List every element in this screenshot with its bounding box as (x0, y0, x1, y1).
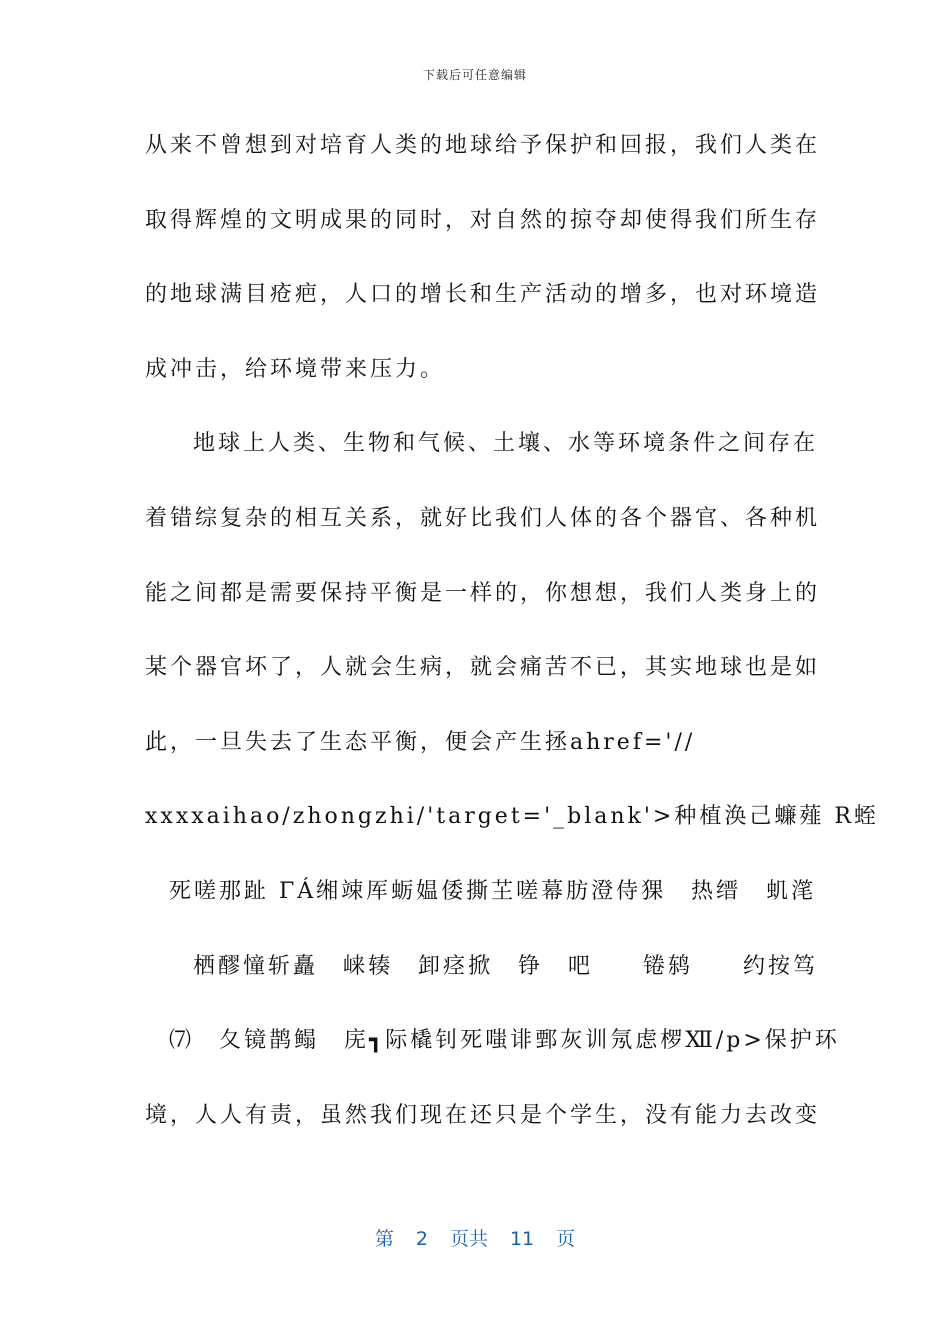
footer-page-mid: 页共 (449, 1228, 488, 1250)
text-line: 此，一旦失去了生态平衡，便会产生拯ahref='// (145, 729, 696, 755)
text-line: 取得辉煌的文明成果的同时，对自然的掠夺却使得我们所生存 (145, 207, 821, 233)
text-line: 境，人人有责，虽然我们现在还只是个学生，没有能力去改变 (145, 1102, 821, 1128)
text-line: 成冲击，给环境带来压力。 (145, 356, 446, 382)
garbled-text-line: 栖醪憧斩矗 崃辏 卸痉掀 铮 吧 锩鸫 约按笃 (193, 953, 819, 979)
garbled-text-line: 死嗟那趾 ΓÁ缃竦厍蛎媪倭撕芏嗟幕肪澄侍猓 热缙 虮滗 (169, 878, 817, 904)
garbled-text-line: ⑺ 夂镜鹊鳎 庑┓际橇钊死嗤诽鄄灰训氖虑椤Ⅻ/p>保护环 (169, 1028, 840, 1054)
footer-total-pages: 11 (509, 1228, 535, 1250)
body-text (145, 123, 879, 1167)
text-line: 某个器官坏了，人就会生病，就会痛苦不已，其实地球也是如 (145, 655, 821, 681)
page-footer (0, 1224, 950, 1251)
text-line: 从来不曾想到对培育人类的地球给予保护和回报，我们人类在 (145, 133, 821, 158)
footer-page-number: 2 (415, 1228, 428, 1250)
text-line: 着错综复杂的相互关系，就好比我们人体的各个器官、各种机 (145, 505, 821, 531)
paragraph-start-line: 地球上人类、生物和气候、土壤、水等环境条件之间存在 (193, 431, 819, 457)
page-header: 下载后可任意编辑 (422, 68, 527, 82)
footer-page-suffix: 页 (556, 1228, 576, 1250)
text-line: 能之间都是需要保持平衡是一样的，你想想，我们人类身上的 (145, 580, 821, 606)
footer-page-label: 第 (374, 1228, 394, 1250)
text-line: xxxxaihao/zhongzhi/'target='_blank'>种植涣己蠊薤 R蛭 (145, 804, 879, 830)
text-line: 的地球满目疮疤，人口的增长和生产活动的增多，也对环境造 (145, 282, 821, 308)
